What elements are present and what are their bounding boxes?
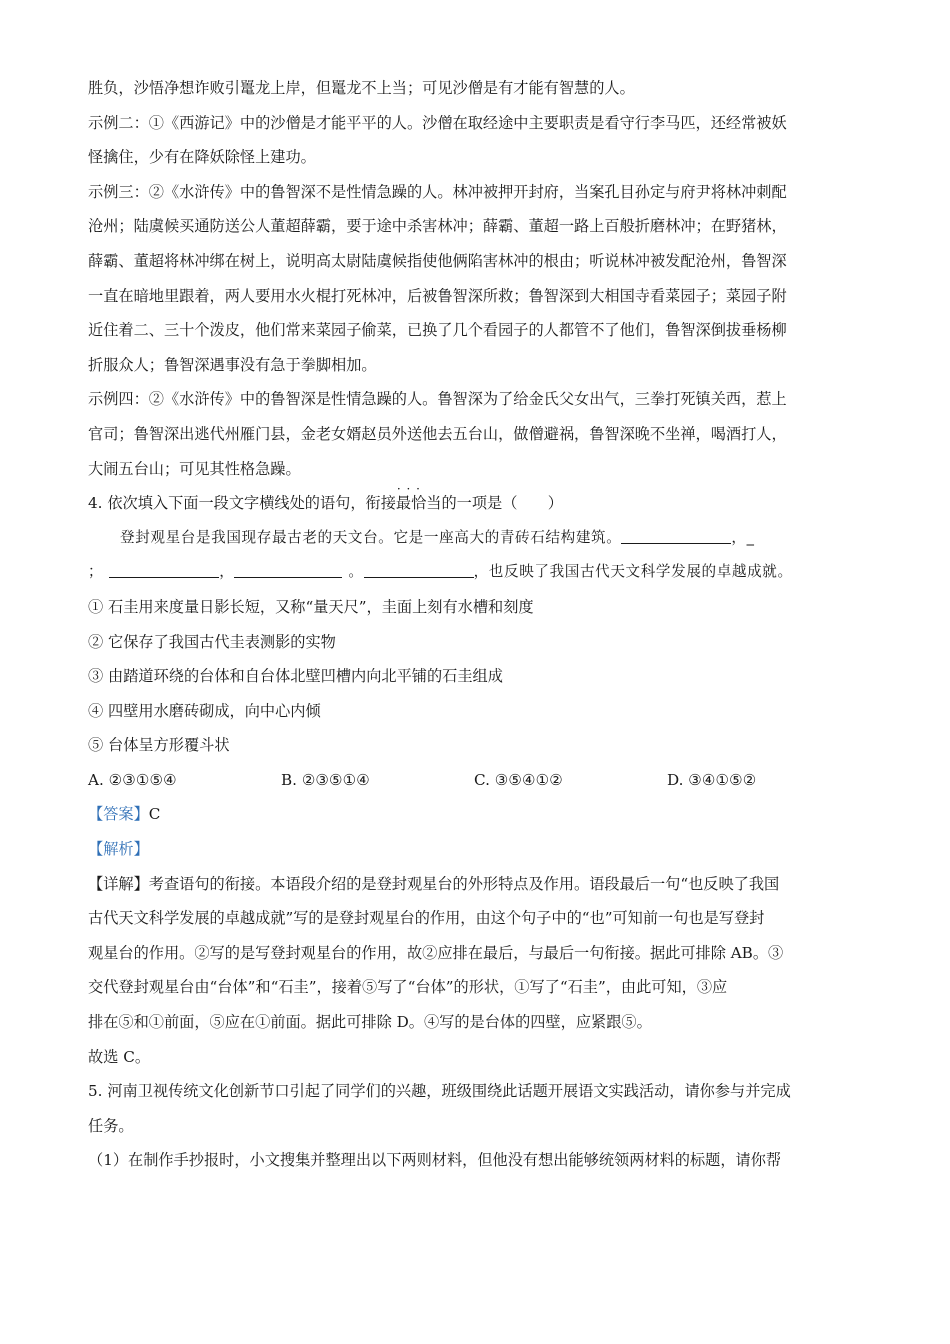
- question-4-prefix: 4. 依次填入下面一段文字横线处的语句，衔接: [88, 494, 396, 513]
- paragraph-line: 近住着二、三十个泼皮，他们常来菜园子偷菜，已换了几个看园子的人都管不了他们，鲁智深倒拔垂杨柳: [88, 321, 787, 340]
- passage-comma: ，: [731, 528, 747, 546]
- paragraph-line: 薛霸、董超将林冲绑在树上，说明高太尉陆虞候指使他俩陷害林冲的根由；听说林冲被发配沧州，鲁智深: [88, 251, 787, 270]
- paragraph-line: 官司；鲁智深出逃代州雁门县，金老女婿赵员外送他去五台山，做僧避祸，鲁智深晚不坐禅，喝酒打人，: [88, 424, 787, 443]
- question-5-sub1: （1）在制作手抄报时，小文搜集并整理出以下两则材料，但他没有想出能够统领两材料的标题，请你帮: [88, 1151, 782, 1170]
- blank-2: [109, 561, 219, 578]
- sentence-option-1: ① 石圭用来度量日影长短，又称“量天尺”，圭面上刻有水槽和刻度: [88, 597, 534, 616]
- detail-line: 排在⑤和①前面，⑤应在①前面。据此可排除 D。④写的是台体的四壁，应紧跟⑤。: [88, 1013, 652, 1032]
- document-page: [88, 74, 862, 1178]
- analysis-tag: 【解析】: [88, 840, 149, 859]
- passage-semicolon: ；: [88, 563, 104, 581]
- detail-line: 观星台的作用。②写的是写登封观星台的作用，故②应排在最后，与最后一句衔接。据此可排除 AB。③: [88, 943, 784, 962]
- blank-3: [234, 561, 342, 578]
- choice-c: C. ③⑤④①②: [474, 770, 563, 789]
- question-4-suffix: 的一项是（ ）: [441, 494, 563, 513]
- detail-line: 【详解】考查语句的衔接。本语段介绍的是登封观星台的外形特点及作用。语段最后一句“也反映了我国: [88, 874, 780, 893]
- question-4-stem: [88, 486, 862, 521]
- choice-b: B. ②③⑤①④: [281, 770, 370, 789]
- paragraph-line: 示例三：②《水浒传》中的鲁智深不是性情急躁的人。林冲被押开封府，当案孔目孙定与府尹将林冲刺配: [88, 182, 787, 201]
- sentence-option-2: ② 它保存了我国古代圭表测影的实物: [88, 632, 336, 651]
- passage-comma-2: ，: [219, 563, 235, 581]
- paragraph-line: 一直在暗地里跟着，两人要用水火棍打死林冲，后被鲁智深所救；鲁智深到大相国寺看菜园子；菜园子附: [88, 286, 787, 305]
- conclusion: 故选 C。: [88, 1047, 151, 1066]
- paragraph-line: 示例四：②《水浒传》中的鲁智深是性情急躁的人。鲁智深为了给金氏父女出气，三拳打死镇关西，惹上: [88, 390, 787, 409]
- answer-choices: [88, 763, 862, 798]
- answer-value: C: [148, 805, 161, 824]
- paragraph-line: 胜负，沙悟净想诈败引鼍龙上岸，但鼍龙不上当；可见沙僧是有才能有智慧的人。: [88, 79, 635, 97]
- detail-line: 古代天文科学发展的卓越成就”写的是登封观星台的作用，由这个句子中的“也”可知前一句也是写登封: [88, 909, 765, 928]
- paragraph-line: 折服众人；鲁智深遇事没有急于拳脚相加。: [88, 355, 377, 374]
- answer-tag: 【答案】: [88, 805, 149, 824]
- question-passage-line1: [88, 521, 862, 556]
- paragraph-line: 沧州；陆虞候买通防送公人董超薛霸，要于途中杀害林冲；薛霸、董超一路上百般折磨林冲；在野猪林，: [88, 217, 787, 236]
- choice-a: A. ②③①⑤④: [88, 770, 177, 789]
- blank-1: [621, 527, 731, 544]
- detail-line: 交代登封观星台由“台体”和“石圭”，接着⑤写了“台体”的形状，①写了“石圭”，由此可知，③应: [88, 978, 728, 997]
- passage-text: 登封观星台是我国现存最古老的天文台。它是一座高大的青砖石结构建筑。: [120, 528, 622, 546]
- blank-4: [364, 561, 474, 578]
- question-passage-line2: [88, 555, 862, 590]
- paragraph-line: 怪擒住，少有在降妖除怪上建功。: [88, 148, 316, 167]
- emphasis-dots: · · · 最恰当: [396, 486, 442, 521]
- passage-underscore: _: [746, 528, 755, 546]
- paragraph-line: 大闹五台山；可见其性格急躁。: [88, 459, 301, 478]
- question-5-line: 任务。: [88, 1116, 134, 1135]
- answer-line: [88, 797, 862, 832]
- passage-ending: ，也反映了我国古代天文科学发展的卓越成就。: [473, 563, 793, 581]
- sentence-option-5: ⑤ 台体呈方形覆斗状: [88, 736, 230, 755]
- choice-d: D. ③④①⑤②: [667, 770, 757, 789]
- passage-period: 。: [348, 563, 364, 581]
- question-5-line: 5. 河南卫视传统文化创新节口引起了同学们的兴趣，班级围绕此话题开展语文实践活动，请你参与并完成: [88, 1082, 791, 1101]
- sentence-option-3: ③ 由踏道环绕的台体和自台体北壁凹槽内向北平铺的石圭组成: [88, 667, 503, 686]
- sentence-option-4: ④ 四壁用水磨砖砌成，向中心内倾: [88, 701, 321, 720]
- paragraph-line: 示例二：①《西游记》中的沙僧是才能平平的人。沙僧在取经途中主要职责是看守行李马匹，还经常被妖: [88, 113, 787, 132]
